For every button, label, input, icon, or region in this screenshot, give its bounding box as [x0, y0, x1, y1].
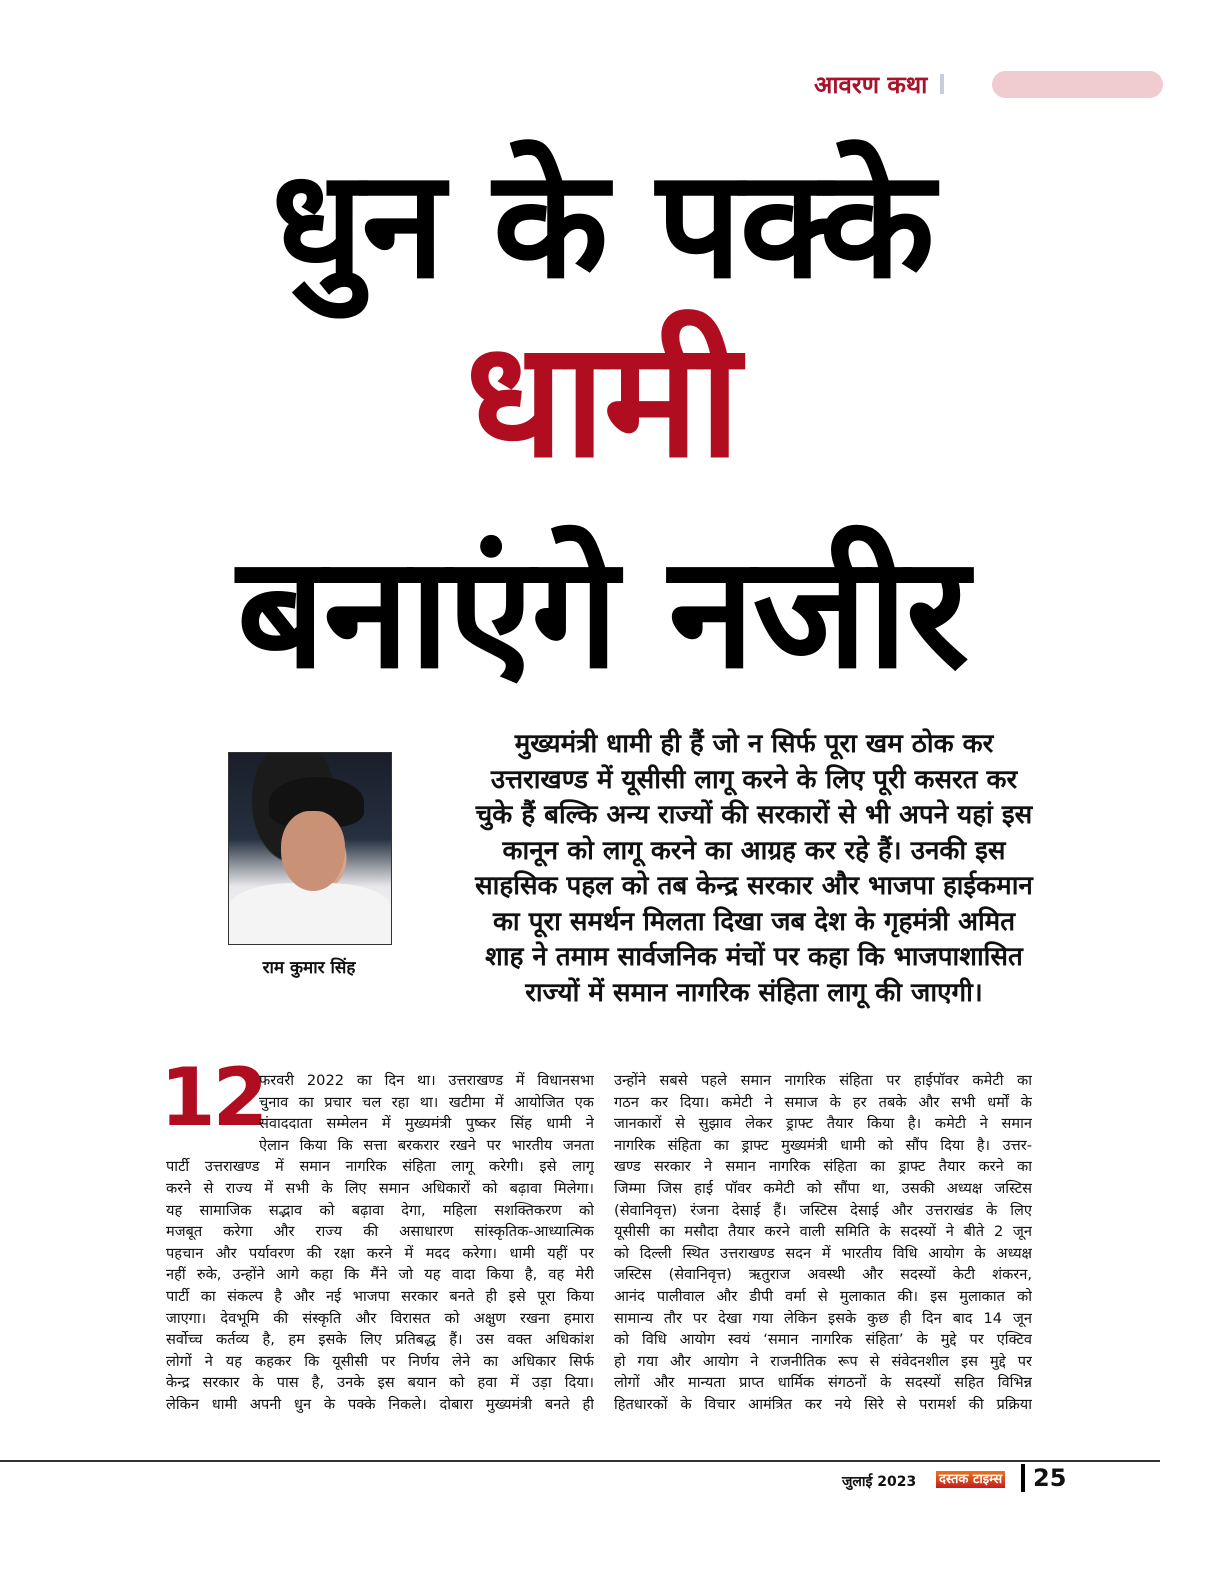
body-text-line: आनंद पालीवाल और डीपी वर्मा से मुलाकात की। इस मुलाकात को: [614, 1287, 1032, 1305]
page-number: 25: [1033, 1464, 1067, 1492]
footer-rule: [0, 1460, 1160, 1462]
body-text-line: सर्वोच्च कर्तव्य है, हम इसके लिए प्रतिबद्ध हैं। उस वक्त अधिकांश: [166, 1331, 594, 1349]
body-text-line: हितधारकों के विचार आमंत्रित कर नये सिरे से परामर्श की प्रक्रिया: [614, 1395, 1032, 1413]
body-text-line: जस्टिस (सेवानिवृत्त) ऋतुराज अवस्थी और सदस्यों केटी शंकरन,: [614, 1266, 1032, 1284]
body-text-line: पार्टी उत्तराखण्ड में समान नागरिक संहिता लागू करेगी। इसे लागू: [166, 1158, 594, 1176]
body-text-line: खण्ड सरकार ने समान नागरिक संहिता का ड्राफ्ट तैयार करने का: [614, 1158, 1032, 1176]
body-text-line: चुनाव का प्रचार चल रहा था। खटीमा में आयोजित एक: [259, 1093, 594, 1111]
body-text-line: पार्टी का संकल्प है और नई भाजपा सरकार बनते ही इसे पूरा किया: [166, 1287, 594, 1305]
section-label: आवरण कथा: [814, 71, 928, 99]
body-text-line: सामान्य तौर पर देखा गया लेकिन इसके कुछ ही दिन बाद 14 जून: [614, 1309, 1032, 1327]
body-text-line: मजबूत करेगा और राज्य की असाधारण सांस्कृतिक-आध्यात्मिक: [166, 1223, 594, 1241]
body-column-1: [166, 1070, 594, 1416]
issue-date: जुलाई 2023: [842, 1474, 917, 1490]
body-text-line: गठन कर दिया। कमेटी ने समाज के हर तबके और सभी धर्मों के: [614, 1093, 1032, 1111]
body-text-line: यह सामाजिक सद्भाव को बढ़ावा देगा, महिला सशक्तिकरण को: [166, 1201, 594, 1219]
body-text-line: जानकारों से सुझाव लेकर ड्राफ्ट तैयार किया है। कमेटी ने समान: [614, 1115, 1032, 1133]
body-text-line: जिम्मा जिस हाई पॉवर कमेटी को सौंपा था, उसकी अध्यक्ष जस्टिस: [614, 1179, 1032, 1197]
body-text-line: उन्होंने सबसे पहले समान नागरिक संहिता पर हाईपॉवर कमेटी का: [614, 1072, 1032, 1089]
body-text-line: (सेवानिवृत्त) रंजना देसाई हैं। जस्टिस देसाई और उत्तराखंड के लिए: [614, 1201, 1032, 1219]
article-deck: मुख्यमंत्री धामी ही हैं जो न सिर्फ पूरा खम ठोक कर उत्तराखण्ड में यूसीसी लागू करने के लिए पूरी कसरत कर चुके हैं बल्कि अन्य राज्यों की सरकारों से भी अपने यहां इस कानून को लागू करने का आग्रह कर रहे हैं। उनकी इस साहसिक पहल को तब केन्द्र सरकार और भाजपा हाईकमान का पूरा समर्थन मिलता दिखा जब देश के गृहमंत्री अमित शाह ने तमाम सार्वजनिक मंचों पर कहा कि भाजपाशासित राज्यों में समान नागरिक संहिता लागू की जाएगी।: [475, 729, 1033, 1008]
body-text-line: ऐलान किया कि सत्ता बरकरार रखने पर भारतीय जनता: [259, 1136, 594, 1154]
footer-divider: [1021, 1464, 1025, 1492]
body-text-line: केन्द्र सरकार के पास है, उनके इस बयान को हवा में उड़ा दिया।: [166, 1374, 594, 1392]
header-decoration-pill: [992, 71, 1163, 98]
headline-line-2: धामी: [465, 306, 739, 493]
body-column-2: [614, 1070, 1032, 1416]
body-text-line: संवाददाता सम्मेलन में मुख्यमंत्री पुष्कर सिंह धामी ने: [259, 1115, 594, 1133]
publication-logo: दस्तक टाइम्स: [936, 1471, 1005, 1488]
body-text-line: जाएगा। देवभूमि की संस्कृति और विरासत को अक्षुण रखना हमारा: [166, 1309, 594, 1327]
photo-face: [281, 811, 345, 891]
body-text-line: करने से राज्य में सभी के लिए समान अधिकारों को बढ़ावा मिलेगा।: [166, 1179, 594, 1197]
drop-cap: 12: [160, 1051, 266, 1144]
photo-shirt: [229, 883, 391, 944]
body-text-line: हो गया और आयोग ने राजनीतिक रूप से संवेदनशील इस मुद्दे पर: [614, 1352, 1032, 1370]
headline-line-1: धुन के पक्के: [271, 138, 933, 312]
section-divider: [940, 74, 944, 94]
body-text-line: लोगों ने यह कहकर कि यूसीसी पर निर्णय लेने का अधिकार सिर्फ: [166, 1352, 594, 1370]
headline-line-3: बनाएंगे नजीर: [236, 522, 968, 703]
body-text-line: लेकिन धामी अपनी धुन के पक्के निकले। दोबारा मुख्यमंत्री बनते ही: [166, 1395, 594, 1413]
body-text-line: को दिल्ली स्थित उत्तराखण्ड सदन में भारतीय विधि आयोग के अध्यक्ष: [614, 1244, 1032, 1262]
body-text-line: नागरिक संहिता का ड्राफ्ट मुख्यमंत्री धामी को सौंप दिया है। उत्तर-: [614, 1136, 1032, 1154]
author-photo: [228, 752, 392, 945]
author-name: राम कुमार सिंह: [262, 958, 356, 978]
body-text-line: फरवरी 2022 का दिन था। उत्तराखण्ड में विधानसभा: [259, 1072, 594, 1089]
body-text-line: को विधि आयोग स्वयं ‘समान नागरिक संहिता’ के मुद्दे पर एक्टिव: [614, 1331, 1032, 1349]
body-text-line: पहचान और पर्यावरण की रक्षा करने में मदद करेगा। धामी यहीं पर: [166, 1244, 594, 1262]
body-text-line: यूसीसी का मसौदा तैयार करने वाली समिति के सदस्यों ने बीते 2 जून: [614, 1223, 1032, 1241]
body-text-line: लोगों और मान्यता प्राप्त धार्मिक संगठनों के सदस्यों सहित विभिन्न: [614, 1374, 1032, 1392]
body-text-line: नहीं रुके, उन्होंने आगे कहा कि मैंने जो यह वादा किया है, वह मेरी: [166, 1266, 594, 1284]
